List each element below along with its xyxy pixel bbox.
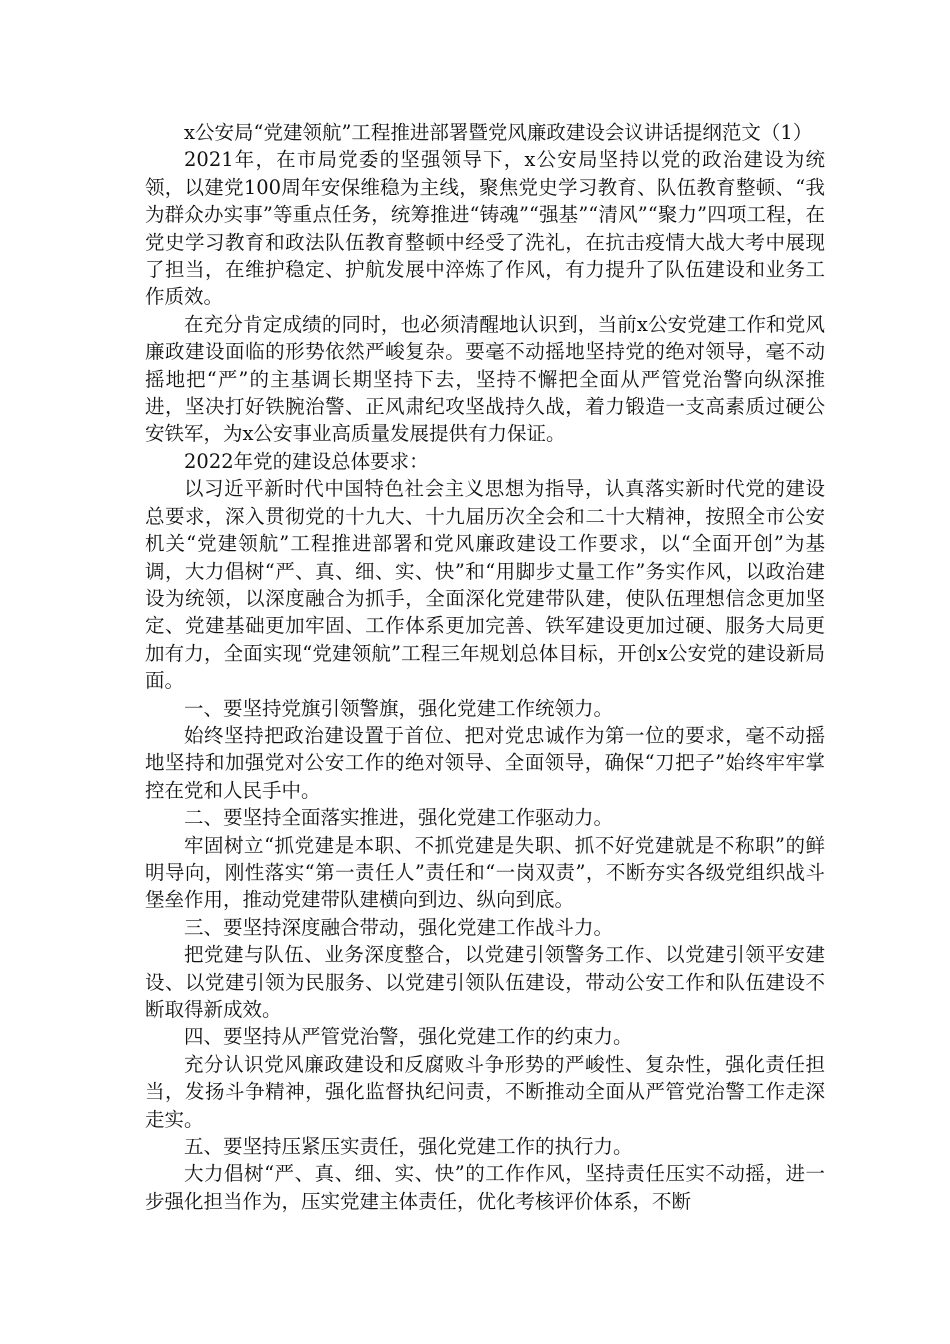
paragraph-requirements-heading: 2022年党的建设总体要求： [184,449,429,473]
section-heading-1: 一、要坚持党旗引领警旗，强化党建工作统领力。 [184,696,614,720]
section-body-2: 牢固树立“抓党建是本职、不抓党建是失职、抓不好党建就是不称职”的鲜明导向，刚性落实“第一责任人”责任和“一岗双责”，不断夯实各级党组织战斗堡垒作用，推动党建带队建横向到边、纵向到底。 [145,833,825,912]
paragraph-general-requirements: 以习近平新时代中国特色社会主义思想为指导，认真落实新时代党的建设总要求，深入贯彻党的十九大、十九届历次全会和二十大精神，按照全市公安机关“党建领航”工程推进部署和党风廉政建设工作要求，以“全面开创”为基调，大力倡树“严、真、细、实、快”和“用脚步丈量工作”务实作风，以政治建设为统领，以深度融合为抓手，全面深化党建带队建，使队伍理想信念更加坚定、党建基础更加牢固、工作体系更加完善、铁军建设更加过硬、服务大局更加有力，全面实现“党建领航”工程三年规划总体目标，开创x公安党的建设新局面。 [145,477,825,693]
document-title: x公安局“党建领航”工程推进部署暨党风廉政建设会议讲话提纲范文（1） [184,121,813,144]
section-body-4: 充分认识党风廉政建设和反腐败斗争形势的严峻性、复杂性，强化责任担当，发扬斗争精神，强化监督执纪问责，不断推动全面从严管党治警工作走深走实。 [145,1052,825,1131]
section-body-3: 把党建与队伍、业务深度整合，以党建引领警务工作、以党建引领平安建设、以党建引领为民服务、以党建引领队伍建设，带动公安工作和队伍建设不断取得新成效。 [145,943,825,1021]
paragraph-situation: 在充分肯定成绩的同时，也必须清醒地认识到，当前x公安党建工作和党风廉政建设面临的形势依然严峻复杂。要毫不动摇地坚持党的绝对领导，毫不动摇地把“严”的主基调长期坚持下去，坚持不懈把全面从严管党治警向纵深推进，坚决打好铁腕治警、正风肃纪攻坚战持久战，着力锻造一支高素质过硬公安铁军，为x公安事业高质量发展提供有力保证。 [145,312,825,446]
section-heading-2: 二、要坚持全面落实推进，强化党建工作驱动力。 [184,806,614,830]
paragraph-achievements-2021: 2021年，在市局党委的坚强领导下，x公安局坚持以党的政治建设为统领，以建党100周年安保维稳为主线，聚焦党史学习教育、队伍教育整顿、“我为群众办实事”等重点任务，统筹推进“铸魂”“强基”“清风”“聚力”四项工程，在党史学习教育和政法队伍教育整顿中经受了洗礼，在抗击疫情大战大考中展现了担当，在维护稳定、护航发展中淬炼了作风，有力提升了队伍建设和业务工作质效。 [145,148,825,309]
section-heading-4: 四、要坚持从严管党治警，强化党建工作的约束力。 [184,1025,633,1049]
document-page [145,119,825,1215]
section-heading-3: 三、要坚持深度融合带动，强化党建工作战斗力。 [184,915,614,939]
section-heading-5: 五、要坚持压紧压实责任，强化党建工作的执行力。 [184,1135,633,1159]
section-body-5: 大力倡树“严、真、细、实、快”的工作作风，坚持责任压实不动摇，进一步强化担当作为，压实党建主体责任，优化考核评价体系，不断 [145,1162,825,1213]
section-body-1: 始终坚持把政治建设置于首位、把对党忠诚作为第一位的要求，毫不动摇地坚持和加强党对公安工作的绝对领导、全面领导，确保“刀把子”始终牢牢掌控在党和人民手中。 [145,723,825,802]
